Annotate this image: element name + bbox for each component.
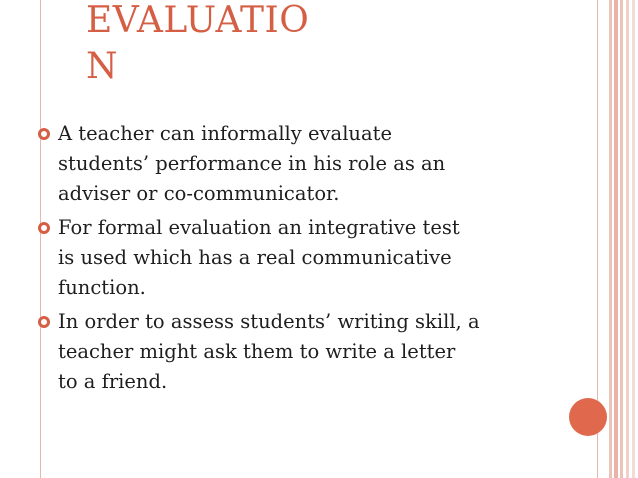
filled-circle-icon (569, 398, 607, 436)
bullet-item (36, 213, 566, 303)
right-stripe (626, 0, 629, 478)
bullet-line: teacher might ask them to write a letter (58, 340, 456, 363)
bullet-line: is used which has a real communicative (58, 246, 452, 269)
hollow-circle-bullet-icon (38, 128, 50, 140)
slide-title-line: N (86, 46, 118, 87)
slide-title (86, 0, 346, 90)
right-stripe (620, 0, 623, 478)
bullet-line: In order to assess students’ writing skill, a (58, 310, 480, 333)
hollow-circle-bullet-icon (38, 316, 50, 328)
bullet-line: function. (58, 276, 146, 299)
right-stripe (632, 0, 635, 478)
bullet-line: students’ performance in his role as an (58, 152, 446, 175)
slide-title-line: EVALUATIO (86, 0, 310, 41)
hollow-circle-bullet-icon (38, 222, 50, 234)
bullet-item (36, 307, 566, 397)
bullet-line: For formal evaluation an integrative test (58, 216, 460, 239)
bullet-line: to a friend. (58, 370, 168, 393)
bullet-line: A teacher can informally evaluate (58, 122, 392, 145)
bullet-item (36, 119, 566, 209)
right-stripe (614, 0, 618, 478)
bullet-list (36, 119, 566, 401)
right-stripe (609, 0, 612, 478)
bullet-line: adviser or co-communicator. (58, 182, 340, 205)
